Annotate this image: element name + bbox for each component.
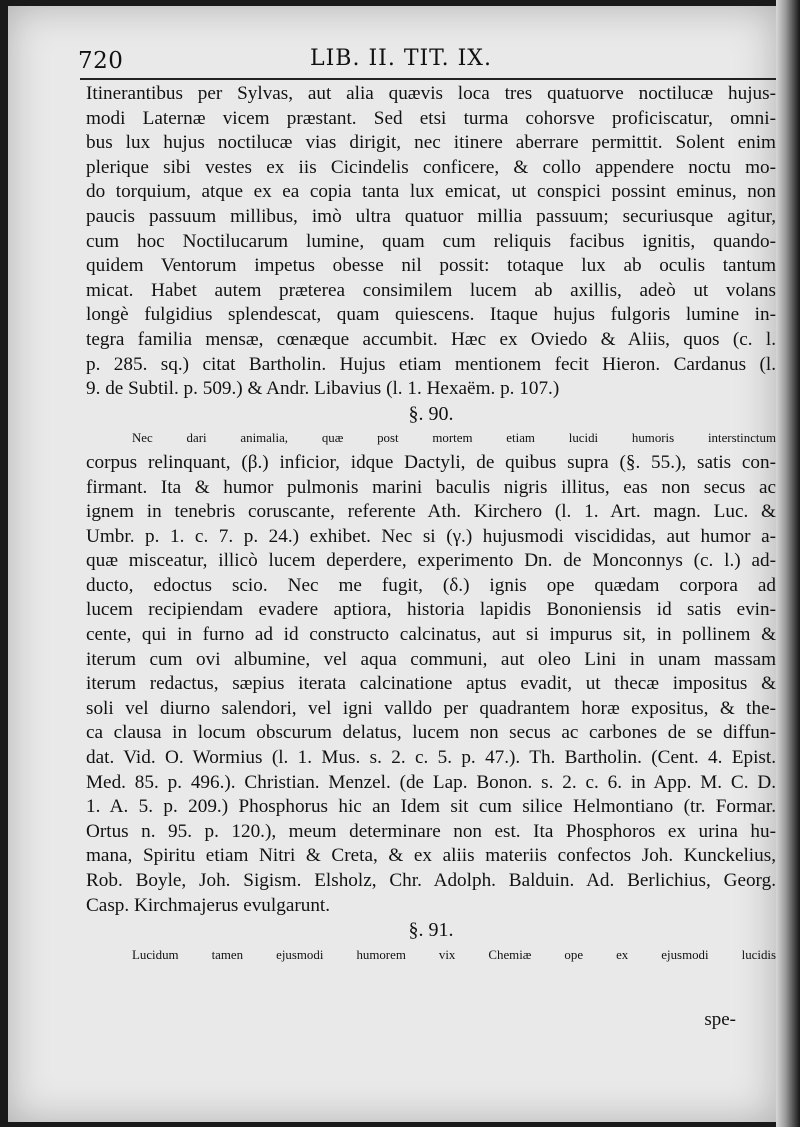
- text-line: micat. Habet autem præterea consimilem lucem ab axillis, adeò ut volans: [86, 279, 776, 301]
- text-line: lucem recipiendam evadere aptiora, historia lapidis Bononiensis id satis evin-: [86, 599, 776, 621]
- catchword: spe-: [704, 1009, 736, 1030]
- text-line: Nec dari animalia, quæ post mortem etiam lucidi humoris interstinctum: [132, 431, 776, 446]
- text-line: quidem Ventorum impetus obesse nil possit: totaque lux ab oculis tantum: [86, 255, 776, 277]
- section-heading-90: §. 90.: [408, 402, 454, 425]
- text-line: iterum redactus, sæpius iterata calcinatione aptus evadit, ut thecæ impositus &: [86, 673, 776, 695]
- text-line: longè fulgidius splendescat, quam quiescens. Itaque hujus fulgoris lumine in-: [86, 304, 776, 326]
- text-line: p. 285. sq.) citat Bartholin. Hujus etiam mentionem fecit Hieron. Cardanus (l.: [86, 353, 776, 375]
- page-edge-shadow: [776, 0, 800, 1127]
- text-line: tegra familia mensæ, cœnæque accumbit. Hæc ex Oviedo & Aliis, quos (c. l.: [86, 328, 776, 350]
- book-page: [8, 6, 776, 1122]
- text-line: ca clausa in locum obscurum delatus, lucem non secus ac carbones de se diffun-: [86, 722, 776, 744]
- text-line: corpus relinquant, (β.) inficior, idque Dactyli, de quibus supra (§. 55.), satis con-: [86, 451, 776, 473]
- text-line: 1. A. 5. p. 209.) Phosphorus hic an Idem sit cum silice Helmontiano (tr. Formar.: [86, 796, 776, 818]
- page-number: 720: [78, 48, 124, 74]
- text-line: mana, Spiritu etiam Nitri & Creta, & ex aliis materiis confectos Joh. Kunckelius,: [86, 845, 776, 867]
- text-line: cente, qui in furno ad id constructo calcinatus, aut si impurus sit, in pollinem &: [86, 624, 776, 646]
- running-title: LIB. II. TIT. IX.: [310, 46, 492, 71]
- text-line: iterum cum ovi albumine, vel aqua communi, aut oleo Lini in unam massam: [86, 648, 776, 670]
- header-rule: [80, 78, 776, 80]
- text-line: ducto, edoctus scio. Nec me fugit, (δ.) ignis ope quædam corpora ad: [86, 574, 776, 596]
- text-line: dat. Vid. O. Wormius (l. 1. Mus. s. 2. c. 5. p. 47.). Th. Bartholin. (Cent. 4. Epist.: [86, 747, 776, 769]
- text-line: plerique sibi vestes ex iis Cicindelis conficere, & collo appendere noctu mo-: [86, 156, 776, 178]
- page-header: [78, 42, 778, 76]
- text-line: Lucidum tamen ejusmodi humorem vix Chemiæ ope ex ejusmodi lucidis: [132, 947, 776, 962]
- text-line: 9. de Subtil. p. 509.) & Andr. Libavius (l. 1. Hexaëm. p. 107.): [86, 378, 560, 400]
- text-line: Casp. Kirchmajerus evulgarunt.: [86, 894, 331, 916]
- text-line: Umbr. p. 1. c. 7. p. 24.) exhibet. Nec si (γ.) hujusmodi viscididas, aut humor a-: [86, 525, 776, 547]
- body-text: [86, 82, 776, 967]
- text-line: firmant. Ita & humor pulmonis marini baculis nigris illitus, eas non secus ac: [86, 476, 776, 498]
- text-line: ignem in tenebris coruscante, referente Ath. Kirchero (l. 1. Art. magn. Luc. &: [86, 501, 776, 523]
- text-line: bus lux hujus noctilucæ vias dirigit, nec itinere aberrare permittit. Solent enim: [86, 132, 776, 154]
- text-line: modi Laternæ vicem præstant. Sed etsi turma cohorsve proficiscatur, omni-: [86, 107, 776, 129]
- section-heading-91: §. 91.: [408, 919, 454, 942]
- text-line: Itinerantibus per Sylvas, aut alia quævis loca tres quatuorve noctilucæ hujus-: [86, 83, 776, 104]
- text-line: paucis passuum millibus, imò ultra quatuor millia passuum; securiusque agitur,: [86, 205, 776, 227]
- text-line: cum hoc Noctilucarum lumine, quam cum reliquis facibus ignitis, quando-: [86, 230, 776, 252]
- text-line: soli vel diurno salendori, vel igni valldo per quadrantem horæ expositus, & the-: [86, 697, 776, 719]
- text-line: do torquium, atque ex ea copia tanta lux emicat, ut conspici possint eminus, non: [86, 181, 776, 203]
- text-line: Rob. Boyle, Joh. Sigism. Elsholz, Chr. Adolph. Balduin. Ad. Berlichius, Georg.: [86, 870, 776, 891]
- text-line: Ortus n. 95. p. 120.), meum determinare non est. Ita Phosphoros ex urina hu-: [86, 820, 776, 842]
- text-line: quæ misceatur, illicò lucem deperdere, experimento Dn. de Monconnys (c. l.) ad-: [86, 550, 776, 572]
- text-line: Med. 85. p. 496.). Christian. Menzel. (de Lap. Bonon. s. 2. c. 6. in App. M. C. D.: [86, 771, 776, 793]
